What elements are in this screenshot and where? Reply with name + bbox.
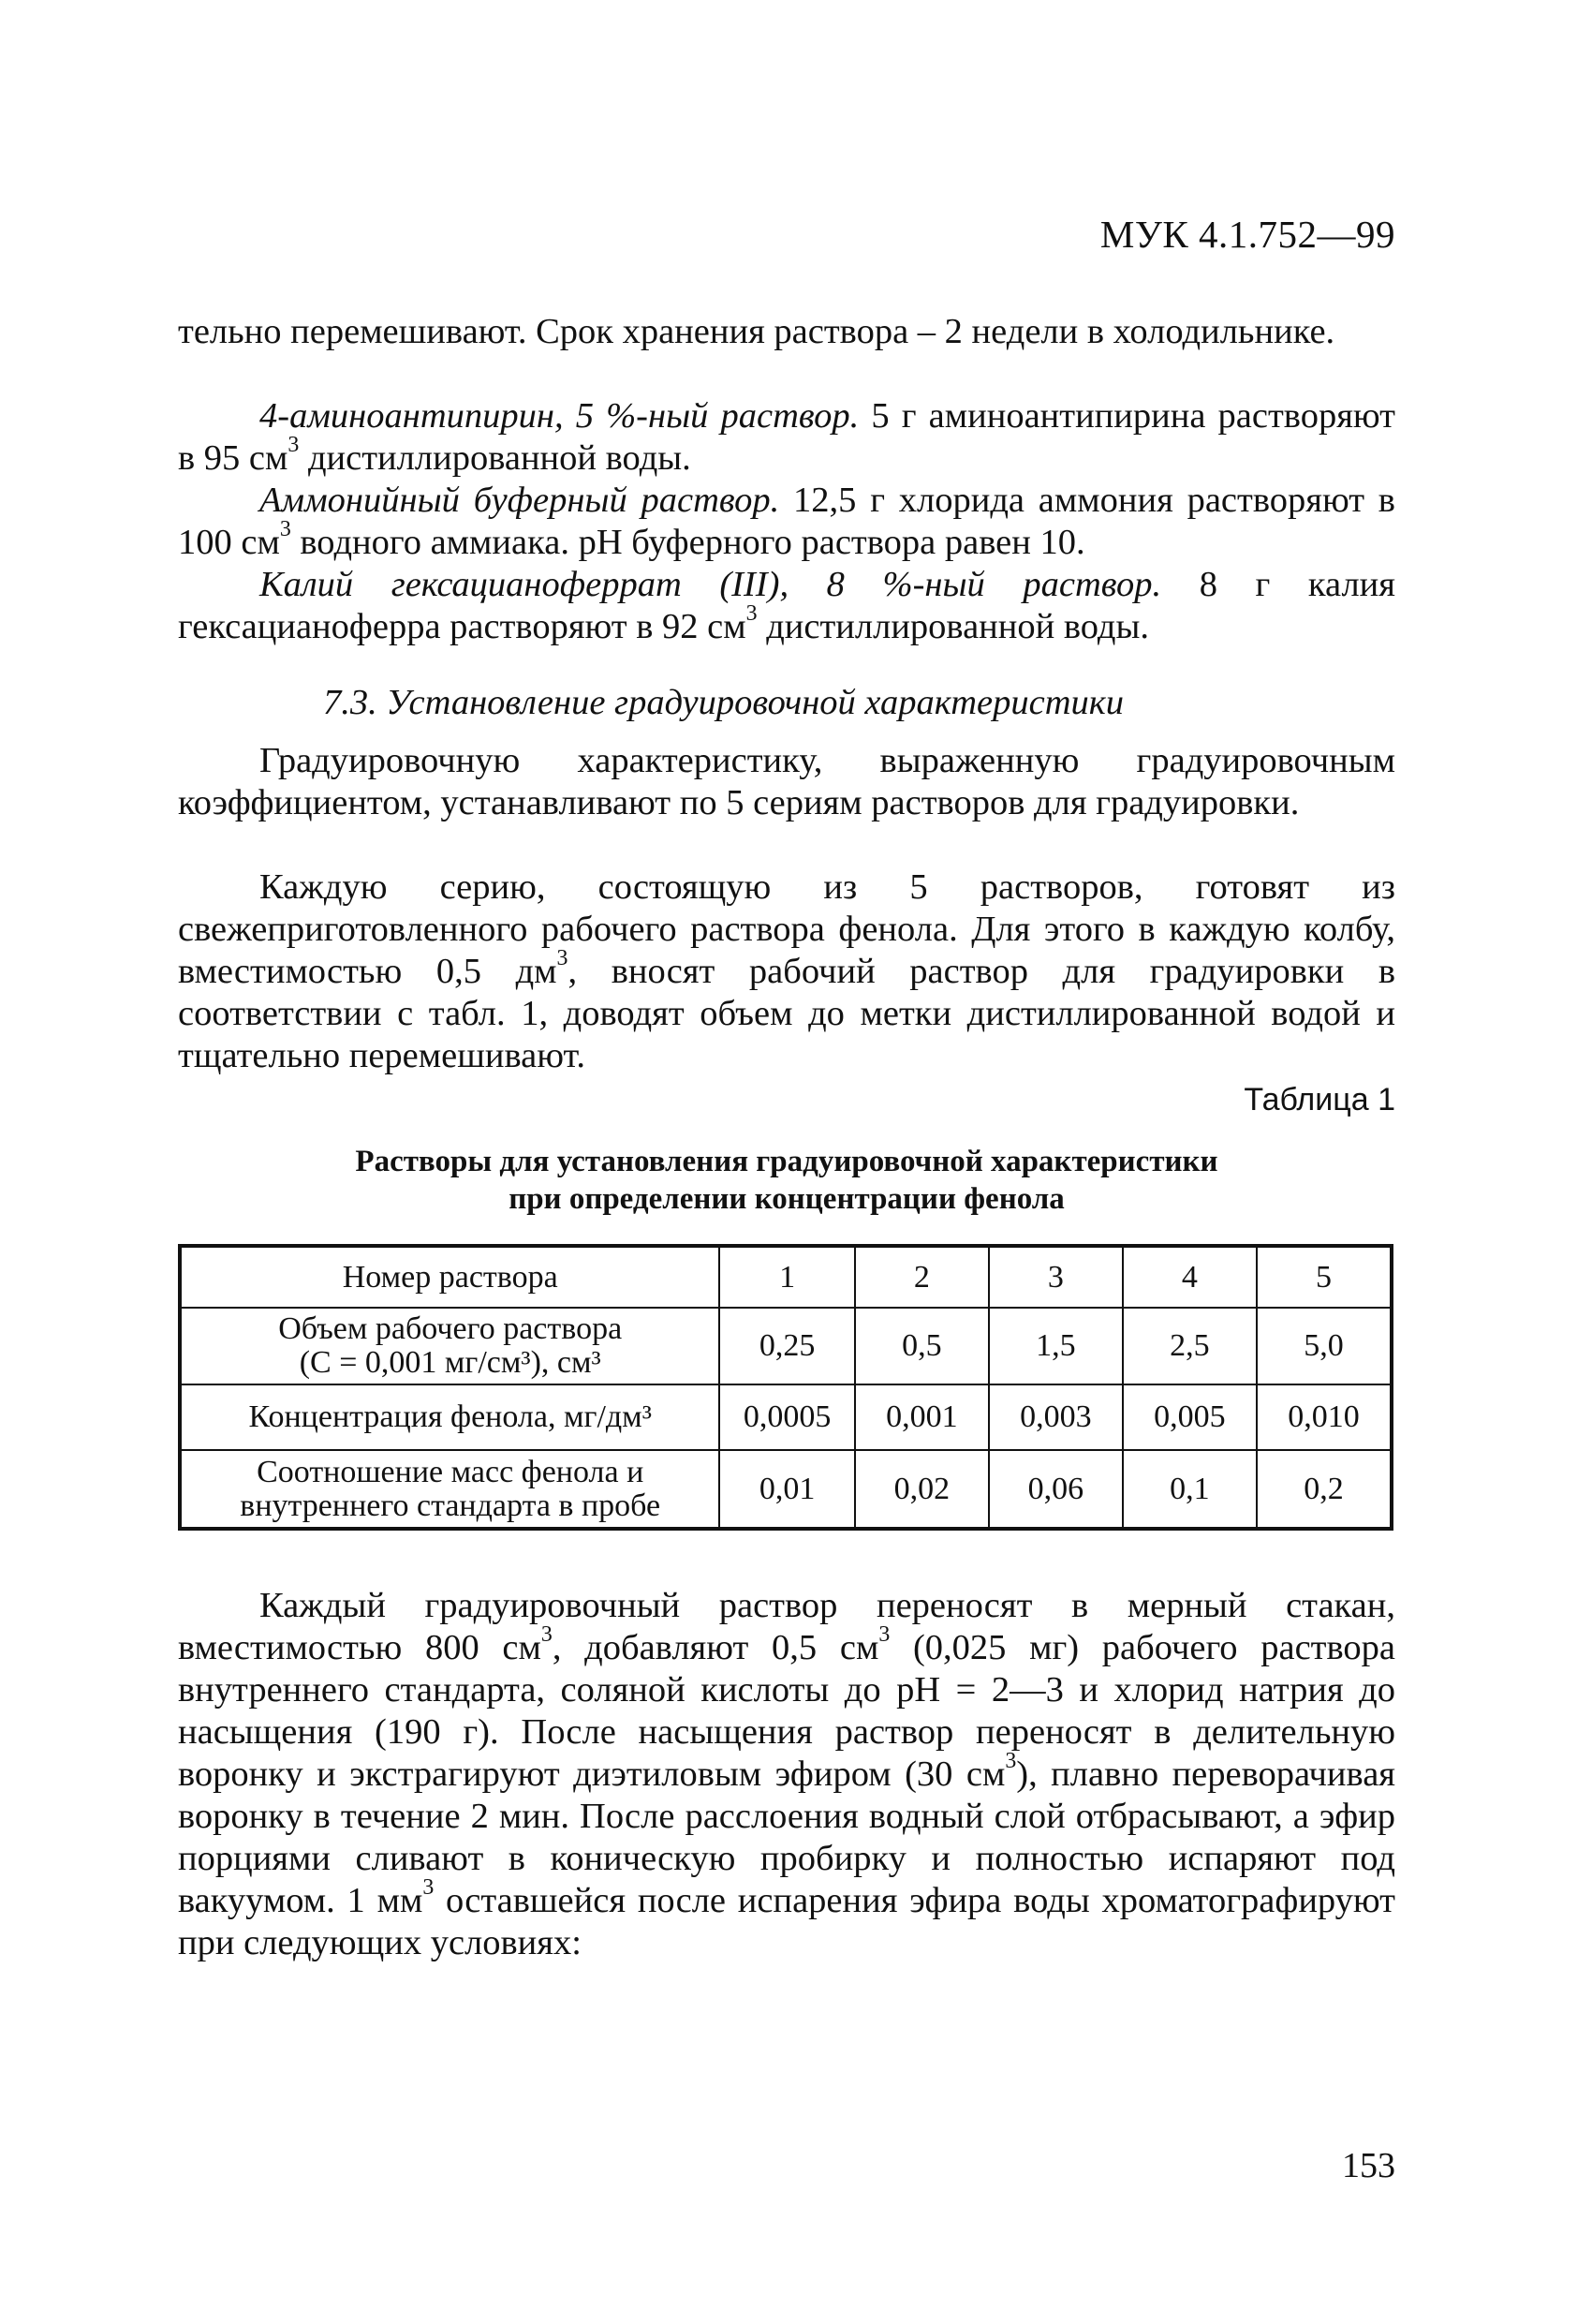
- paragraph-text: , вносят рабочий раствор для градуировки в соответствии с табл. 1, доводят объем до метки дистиллированной водой и тщательно перемешивают.: [178, 952, 1395, 1075]
- paragraph-potassium-ferricyanide: [178, 564, 1395, 648]
- table-cell: 1: [719, 1246, 854, 1308]
- table-cell: 5: [1257, 1246, 1392, 1308]
- table-cell: 0,5: [855, 1308, 989, 1384]
- section-title: 7.3. Установление градуировочной характеристики: [323, 683, 1125, 722]
- reagent-title: 4-аминоантипирин, 5 %-ный раствор.: [259, 396, 860, 436]
- superscript: 3: [878, 1621, 891, 1647]
- paragraph-series-preparation: [178, 866, 1395, 1077]
- table-cell: 0,1: [1123, 1450, 1257, 1529]
- table-row: [180, 1308, 1392, 1384]
- paragraph-text: (0,025 мг) рабочего раствора внутреннего стандарта, соляной кислоты до pH = 2—3 и хлорид натрия до насыщения (190 г). После насыщения раствор переносят в делительную воронку и экстрагируют диэтиловым эфиром (30 см: [178, 1628, 1395, 1794]
- table-cell: 4: [1123, 1246, 1257, 1308]
- row-header: Концентрация фенола, мг/дм³: [180, 1384, 719, 1450]
- superscript: 3: [540, 1621, 553, 1647]
- calibration-table: [178, 1244, 1393, 1531]
- table-cell: 0,01: [719, 1450, 854, 1529]
- superscript: 3: [422, 1874, 435, 1900]
- table-cell: 0,005: [1123, 1384, 1257, 1450]
- paragraph-text: 8 г калия гексацианоферра растворяют в 92 см: [178, 565, 1395, 646]
- row-header: [180, 1308, 719, 1384]
- superscript: 3: [556, 945, 568, 970]
- table-cell: 0,2: [1257, 1450, 1392, 1529]
- document-id-header: МУК 4.1.752—99: [1099, 213, 1395, 256]
- paragraph-text: оставшейся после испарения эфира воды хроматографируют при следующих условиях:: [178, 1881, 1395, 1962]
- row-header-line: Объем рабочего раствора: [278, 1311, 623, 1346]
- paragraph-text: ), плавно переворачивая воронку в течение 2 мин. После расслоения водный слой отбрасывают, а эфир порциями сливают в коническую пробирку и полностью испаряют под вакуумом. 1 мм: [178, 1754, 1395, 1920]
- table-caption-line: при определении концентрации фенола: [509, 1182, 1065, 1216]
- paragraph-aminoantipyrine: [178, 395, 1395, 480]
- superscript: 3: [287, 432, 300, 457]
- table-cell: 0,06: [989, 1450, 1123, 1529]
- table-cell: 3: [989, 1246, 1123, 1308]
- paragraph-storage: тельно перемешивают. Срок хранения раствора – 2 недели в холодильнике.: [178, 312, 1335, 351]
- paragraph-text: дистиллированной воды.: [299, 438, 691, 478]
- paragraph-text: 5 г аминоантипирина растворяют в 95 см: [178, 396, 1396, 478]
- table-row: [180, 1450, 1392, 1529]
- paragraph-ammonium-buffer: [178, 480, 1395, 564]
- superscript: 3: [745, 600, 758, 626]
- table-cell: 0,02: [855, 1450, 989, 1529]
- reagent-title: Аммонийный буферный раствор.: [259, 481, 780, 520]
- paragraph-text: Каждую серию, состоящую из 5 растворов, готовят из свежеприготовленного рабочего раствора фенола. Для этого в каждую колбу, вместимостью 0,5 дм: [178, 867, 1395, 991]
- superscript: 3: [279, 516, 291, 541]
- table-cell: 1,5: [989, 1308, 1123, 1384]
- table-row: [180, 1246, 1392, 1308]
- page-number: 153: [1342, 2146, 1395, 2185]
- table-cell: 0,001: [855, 1384, 989, 1450]
- table-cell: 0,003: [989, 1384, 1123, 1450]
- table-row: [180, 1384, 1392, 1450]
- row-header: Номер раствора: [180, 1246, 719, 1308]
- paragraph-text: 12,5 г хлорида аммония растворяют в 100 см: [178, 481, 1395, 562]
- table-cell: 5,0: [1257, 1308, 1392, 1384]
- reagent-title: Калий гексацианоферрат (III), 8 %-ный раствор.: [259, 565, 1162, 604]
- paragraph-extraction-procedure: [178, 1585, 1395, 1964]
- row-header-line: внутреннего стандарта в пробе: [240, 1488, 661, 1523]
- table-cell: 0,25: [719, 1308, 854, 1384]
- paragraph-text: , добавляют 0,5 см: [552, 1628, 879, 1667]
- table-caption: [178, 1143, 1395, 1218]
- table-cell: 0,0005: [719, 1384, 854, 1450]
- row-header-line: Соотношение масс фенола и: [257, 1454, 644, 1489]
- table-cell: 2: [855, 1246, 989, 1308]
- table-cell: 2,5: [1123, 1308, 1257, 1384]
- table-label: Таблица 1: [1244, 1082, 1395, 1118]
- table-caption-line: Растворы для установления градуировочной характеристики: [355, 1145, 1218, 1178]
- paragraph-text: Каждый градуировочный раствор переносят в мерный стакан, вместимостью 800 см: [178, 1586, 1395, 1667]
- paragraph-calibration-intro: Градуировочную характеристику, выраженную градуировочным коэффициентом, устанавливают по 5 сериям растворов для градуировки.: [178, 741, 1395, 822]
- table-cell: 0,010: [1257, 1384, 1392, 1450]
- superscript: 3: [1005, 1748, 1017, 1773]
- paragraph-text: водного аммиака. pH буферного раствора равен 10.: [290, 523, 1085, 562]
- paragraph-text: дистиллированной воды.: [757, 607, 1150, 646]
- row-header-line: (С = 0,001 мг/см³), см³: [299, 1345, 601, 1380]
- row-header: [180, 1450, 719, 1529]
